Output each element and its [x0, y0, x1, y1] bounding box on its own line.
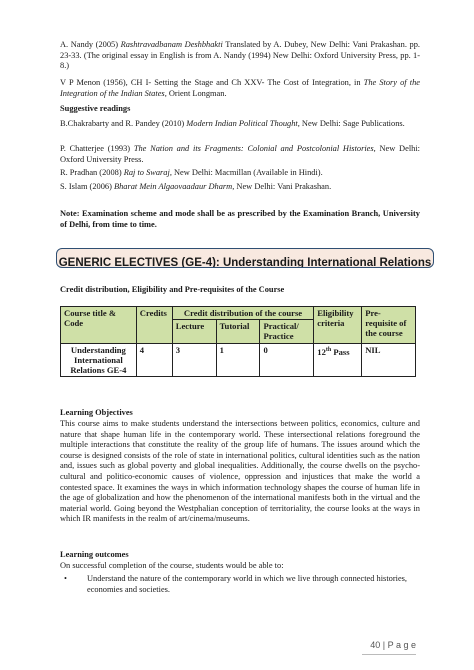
reference-nandy: A. Nandy (2005) Rashtravadbanam Deshbhakti Translated by A. Dubey, New Delhi: Vani Prakashan. pp. 23-33. (The original essay in English is from A. Nandy (1994) New Delhi: Oxford University Press, pp. 1-8.) — [60, 40, 420, 71]
cell-lecture: 3 — [172, 343, 216, 377]
bullet-icon: • — [64, 574, 67, 583]
learning-objectives-heading: Learning Objectives — [60, 408, 133, 417]
header-credit-distribution: Credit distribution of the course — [172, 307, 314, 320]
exam-note: Note: Examination scheme and mode shall be as prescribed by the Examination Branch, University of Delhi, from time to time. — [60, 209, 420, 229]
cell-eligibility: 12th Pass — [314, 343, 362, 377]
suggestive-reading-3: R. Pradhan (2008) Raj to Swaraj, New Delhi: Macmillan (Available in Hindi). — [60, 168, 323, 177]
page-footer: 40 | P a g e — [370, 640, 416, 650]
cell-tutorial: 1 — [216, 343, 260, 377]
credit-table — [60, 306, 416, 377]
cell-practical: 0 — [260, 343, 314, 377]
subheader-practical: Practical/ Practice — [260, 320, 314, 343]
header-credits: Credits — [136, 307, 172, 344]
learning-outcome-item: Understand the nature of the contemporary world in which we live through connected histories, economies and societies. — [87, 574, 408, 594]
banner-title: GENERIC ELECTIVES (GE-4): Understanding International Relations — [58, 257, 432, 268]
table-header-row — [61, 307, 416, 320]
page-number: 40 — [370, 640, 381, 650]
reference-menon: V P Menon (1956), CH I- Setting the Stage and Ch XXV- The Cost of Integration, in The Story of the Integration of the Indian States, Orient Longman. — [60, 78, 420, 98]
header-course-title: Course title & Code — [61, 307, 137, 344]
generic-elective-banner — [56, 248, 434, 268]
subheader-lecture: Lecture — [172, 320, 216, 343]
credit-distribution-heading: Credit distribution, Eligibility and Pre-requisites of the Course — [60, 285, 285, 294]
suggestive-reading-2: P. Chatterjee (1993) The Nation and its Fragments: Colonial and Postcolonial Histories, New Delhi: Oxford University Press. — [60, 144, 420, 164]
cell-credits: 4 — [136, 343, 172, 377]
learning-outcomes-intro: On successful completion of the course, students would be able to: — [60, 561, 284, 570]
subheader-tutorial: Tutorial — [216, 320, 260, 343]
footer-rule — [362, 654, 416, 655]
header-eligibility: Eligibility criteria — [314, 307, 362, 344]
learning-outcomes-heading: Learning outcomes — [60, 550, 129, 559]
header-prerequisite: Pre-requisite of the course — [362, 307, 416, 344]
cell-course: Understanding International Relations GE-4 — [61, 343, 137, 377]
suggestive-readings-heading: Suggestive readings — [60, 104, 131, 113]
cell-prerequisite: NIL — [362, 343, 416, 377]
page-label: P a g e — [387, 640, 416, 650]
suggestive-reading-1: B.Chakrabarty and R. Pandey (2010) Modern Indian Political Thought, New Delhi: Sage Publications. — [60, 119, 405, 128]
learning-objectives-text: This course aims to make students understand the intersections between politics, economics, culture and nature that shape human life in the contemporary world. These intersectional relations foreground the multiple interactions that constitute the reality of the group life of humans. The issues around which the course is designed consists of the role of state in international politics, cultural identities such as the nation and, issues such as global poverty and global inequalities. Additionally, the course dwells on the psycho-cultural and politico-economic causes of violence, oppression and injustices that make the world a contested space. It examines the ways in which information technology shapes the course of human life in the age of globalization and how the phenomenon of the international manifests both in the virtual and the material world. Going beyond the Westphalian conception of territoriality, the course looks at the ways in which IR manifests in the realm of art/cinema/museums. — [60, 419, 420, 524]
suggestive-reading-4: S. Islam (2006) Bharat Mein Algaovaadaur Dharm, New Delhi: Vani Prakashan. — [60, 182, 332, 191]
table-row — [61, 343, 416, 377]
